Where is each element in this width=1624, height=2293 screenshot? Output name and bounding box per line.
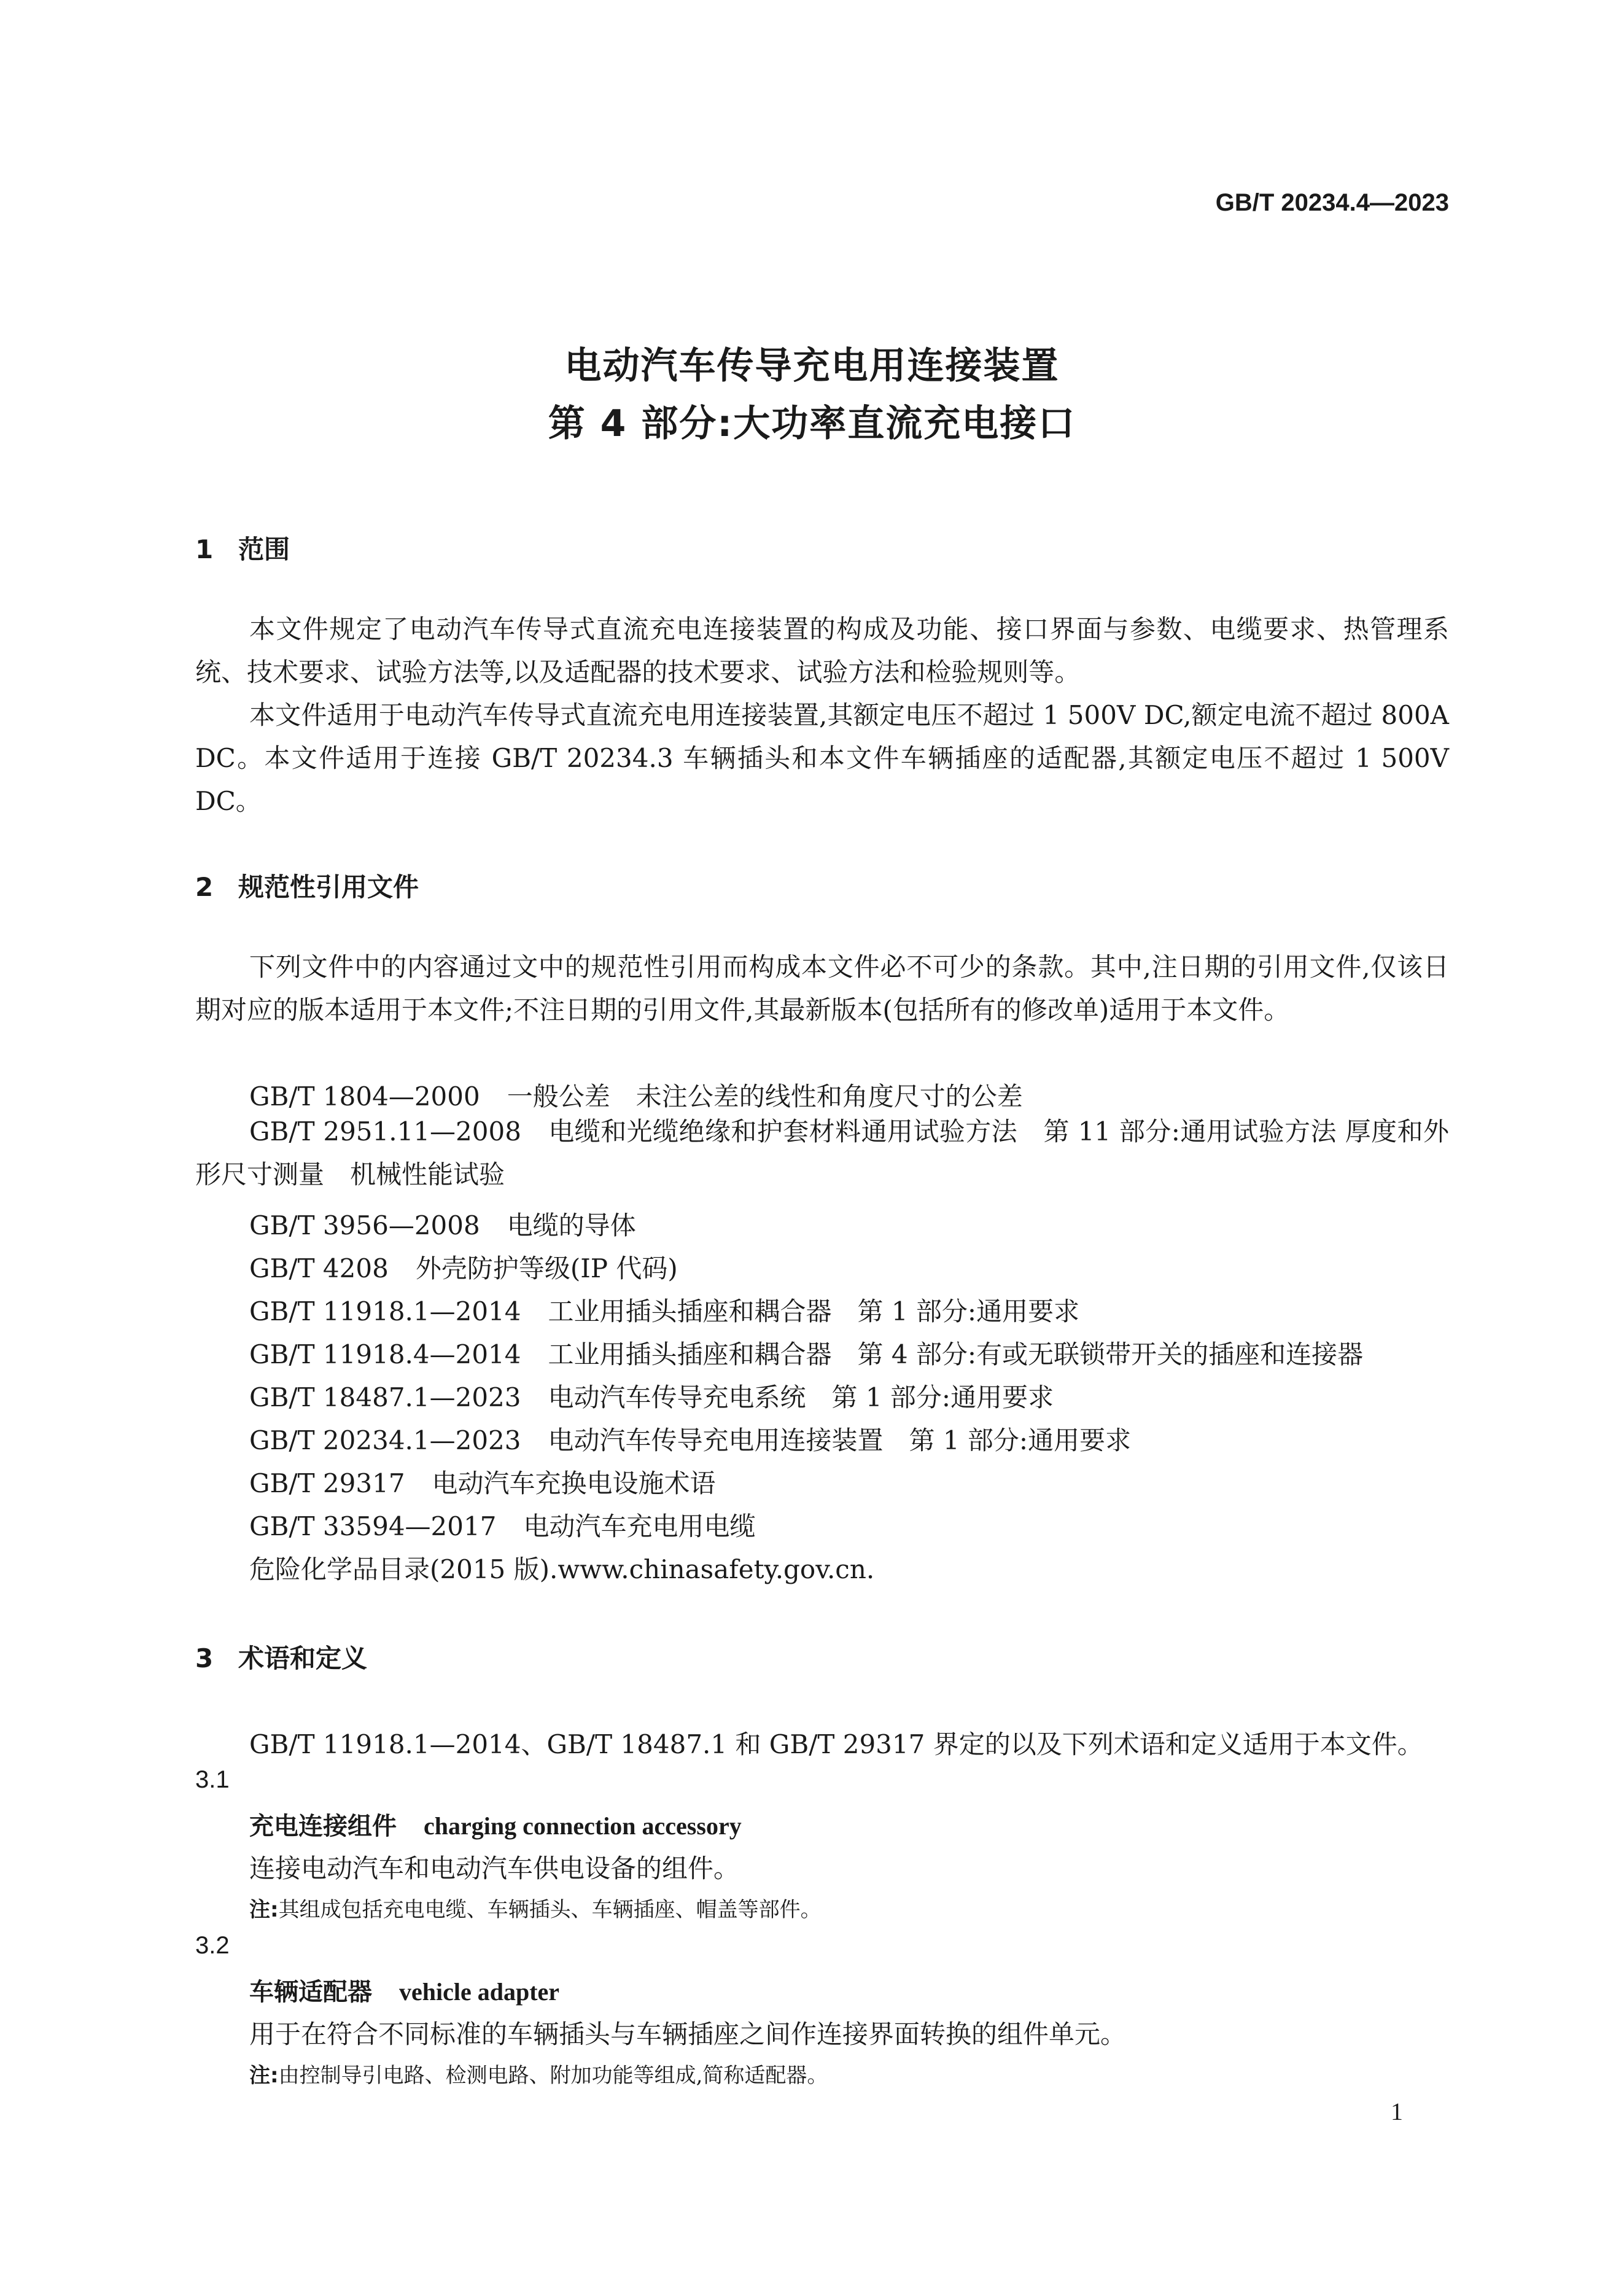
term-number: 3.1 (195, 1766, 230, 1793)
note-text: 其组成包括充电电缆、车辆插头、车辆插座、帽盖等部件。 (278, 1898, 822, 1922)
reference-title: 电动汽车传导充电用连接装置 第 1 部分:通用要求 (548, 1425, 1132, 1455)
section-1-heading (195, 529, 290, 566)
term-number: 3.2 (195, 1932, 230, 1959)
page-number: 1 (1391, 2098, 1403, 2125)
reference-code: GB/T 11918.4—2014 (249, 1339, 521, 1369)
section-2-heading (195, 867, 419, 904)
section-3-heading (195, 1638, 367, 1675)
reference-item (249, 1377, 1054, 1414)
reference-extra: 危险化学品目录(2015 版).www.chinasafety.gov.cn. (249, 1554, 875, 1584)
section-1-paragraph-1: 本文件规定了电动汽车传导式直流充电连接装置的构成及功能、接口界面与参数、电缆要求、热管理系统、技术要求、试验方法等,以及适配器的技术要求、试验方法和检验规则等。 (195, 614, 1449, 687)
term-name-zh: 充电连接组件 (249, 1812, 397, 1840)
section-title: 范围 (238, 534, 290, 564)
reference-item (249, 1463, 716, 1500)
section-3-intro: GB/T 11918.1—2014、GB/T 18487.1 和 GB/T 29317 界定的以及下列术语和定义适用于本文件。 (249, 1729, 1423, 1759)
reference-item (249, 1248, 678, 1285)
term-name (249, 1807, 742, 1842)
reference-title: 电动汽车传导充电系统 第 1 部分:通用要求 (548, 1382, 1054, 1412)
note-label: 注: (249, 1898, 279, 1922)
reference-code: GB/T 1804—2000 (249, 1081, 480, 1111)
term-definition: 用于在符合不同标准的车辆插头与车辆插座之间作连接界面转换的组件单元。 (249, 2019, 1127, 2049)
reference-title: 电动汽车充换电设施术语 (432, 1468, 716, 1498)
standard-code: GB/T 20234.4—2023 (1215, 189, 1449, 216)
reference-title: 外壳防护等级(IP 代码) (415, 1253, 678, 1283)
section-title: 术语和定义 (238, 1643, 368, 1673)
reference-code: GB/T 20234.1—2023 (249, 1425, 521, 1455)
reference-item (249, 1506, 755, 1543)
note-label: 注: (249, 2063, 279, 2088)
reference-code: GB/T 3956—2008 (249, 1210, 480, 1240)
term-name-zh: 车辆适配器 (249, 1978, 372, 2006)
reference-code: GB/T 11918.1—2014 (249, 1296, 521, 1326)
term-note (249, 1893, 822, 1923)
section-2-intro: 下列文件中的内容通过文中的规范性引用而构成本文件必不可少的条款。其中,注日期的引用文件,仅该日期对应的版本适用于本文件;不注日期的引用文件,其最新版本(包括所有的修改单)适用于本文件。 (195, 952, 1449, 1025)
document-title-line-2: 第 4 部分:大功率直流充电接口 (548, 402, 1076, 445)
term-name-en: vehicle adapter (399, 1978, 560, 2006)
document-title-line-1: 电动汽车传导充电用连接装置 (564, 345, 1060, 387)
reference-code: GB/T 33594—2017 (249, 1511, 497, 1541)
section-number: 1 (195, 534, 214, 564)
reference-item (249, 1334, 1363, 1371)
reference-code: GB/T 2951.11—2008 (249, 1116, 521, 1146)
reference-item (249, 1291, 1079, 1328)
reference-title: 一般公差 未注公差的线性和角度尺寸的公差 (507, 1081, 1023, 1111)
section-1-paragraph-2: 本文件适用于电动汽车传导式直流充电用连接装置,其额定电压不超过 1 500V DC,额定电流不超过 800A DC。本文件适用于连接 GB/T 20234.3 车辆插头和本文件车辆插座的适配器,其额定电压不超过 1 500V DC。 (195, 700, 1449, 816)
term-definition: 连接电动汽车和电动汽车供电设备的组件。 (249, 1853, 740, 1883)
term-name-en: charging connection accessory (424, 1812, 742, 1840)
reference-item (249, 1205, 636, 1242)
reference-title: 电缆和光缆绝缘和护套材料通用试验方法 第 11 部分:通用试验方法 厚度和外形尺寸测量 机械性能试验 (195, 1116, 1450, 1189)
reference-title: 工业用插头插座和耦合器 第 1 部分:通用要求 (548, 1296, 1080, 1326)
term-name (249, 1972, 559, 2007)
reference-item (249, 1420, 1131, 1457)
section-number: 2 (195, 872, 214, 902)
reference-code: GB/T 29317 (249, 1468, 405, 1498)
reference-item (249, 1076, 1023, 1113)
reference-code: GB/T 4208 (249, 1253, 389, 1283)
note-text: 由控制导引电路、检测电路、附加功能等组成,简称适配器。 (278, 2063, 828, 2088)
reference-title: 工业用插头插座和耦合器 第 4 部分:有或无联锁带开关的插座和连接器 (548, 1339, 1364, 1369)
reference-title: 电缆的导体 (507, 1210, 636, 1240)
reference-code: GB/T 18487.1—2023 (249, 1382, 521, 1412)
section-number: 3 (195, 1643, 214, 1673)
reference-item (195, 1110, 1449, 1196)
term-note (249, 2058, 828, 2089)
reference-title: 电动汽车充电用电缆 (523, 1511, 756, 1541)
section-title: 规范性引用文件 (238, 872, 419, 902)
